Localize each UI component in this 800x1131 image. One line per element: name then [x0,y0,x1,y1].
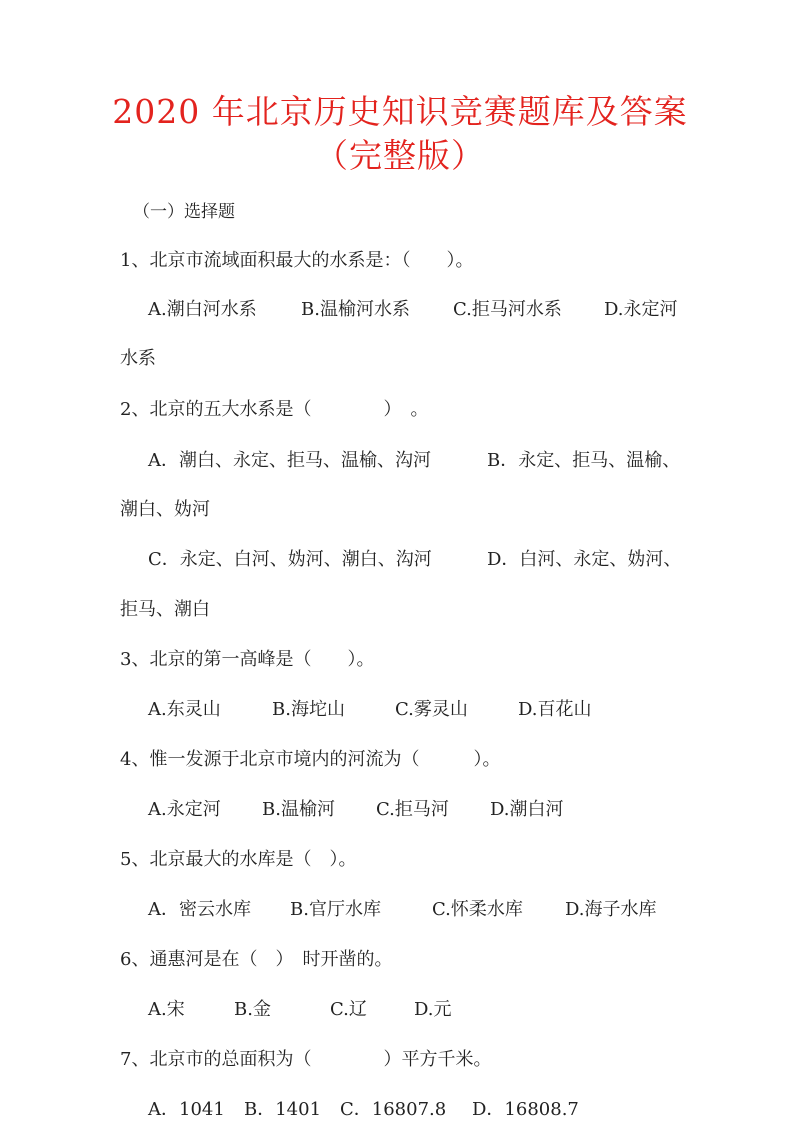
question-1-option-b: B.温榆河水系 [301,299,410,320]
question-4-option-b: B.温榆河 [262,799,335,820]
question-1-stem: 1、北京市流域面积最大的水系是：（ ）。 [120,250,474,271]
document-subtitle: （完整版） [315,136,485,175]
question-2-option-b: B．永定、拒马、温榆、 [487,450,681,471]
question-7-option-d: D．16808.7 [472,1099,579,1120]
question-2-option-d-continuation: 拒马、潮白 [120,599,210,620]
question-1-option-d: D.永定河 [604,299,678,320]
question-3-option-c: C.雾灵山 [395,699,468,720]
question-3-option-b: B.海坨山 [272,699,345,720]
question-2-option-a: A．潮白、永定、拒马、温榆、沟河 [148,450,431,471]
question-3-option-d: D.百花山 [518,699,592,720]
question-4-option-a: A.永定河 [148,799,221,820]
question-2-option-d: D．白河、永定、妫河、 [487,549,682,570]
question-5-stem: 5、北京最大的水库是（ ）。 [120,849,357,870]
question-1-option-c: C.拒马河水系 [453,299,562,320]
question-2-option-c: C．永定、白河、妫河、潮白、沟河 [148,549,432,570]
question-6-stem: 6、通惠河是在（ ） 时开凿的。 [120,949,393,970]
question-4-option-c: C.拒马河 [376,799,449,820]
question-7-option-a: A．1041 [148,1099,225,1120]
question-7-stem: 7、北京市的总面积为（ ）平方千米。 [120,1049,492,1070]
question-6-option-b: B.金 [234,999,271,1020]
question-5-option-a: A．密云水库 [148,899,251,920]
question-6-option-c: C.辽 [330,999,367,1020]
section-heading: （一）选择题 [133,202,235,222]
question-5-option-c: C.怀柔水库 [432,899,523,920]
question-2-option-b-continuation: 潮白、妫河 [120,499,210,520]
question-1-option-d-continuation: 水系 [120,348,156,369]
question-6-option-d: D.元 [414,999,452,1020]
question-2-stem: 2、北京的五大水系是（ ） 。 [120,399,429,420]
question-5-option-d: D.海子水库 [565,899,657,920]
question-5-option-b: B.官厅水库 [290,899,381,920]
document-title: 2020 年北京历史知识竞赛题库及答案 [112,92,688,131]
question-3-stem: 3、北京的第一高峰是（ ）。 [120,649,375,670]
question-4-stem: 4、惟一发源于北京市境内的河流为（ ）。 [120,749,501,770]
question-6-option-a: A.宋 [148,999,185,1020]
question-3-option-a: A.东灵山 [148,699,221,720]
question-4-option-d: D.潮白河 [490,799,564,820]
question-7-option-c: C．16807.8 [340,1099,447,1120]
question-7-option-b: B．1401 [244,1099,322,1120]
question-1-option-a: A.潮白河水系 [148,299,257,320]
